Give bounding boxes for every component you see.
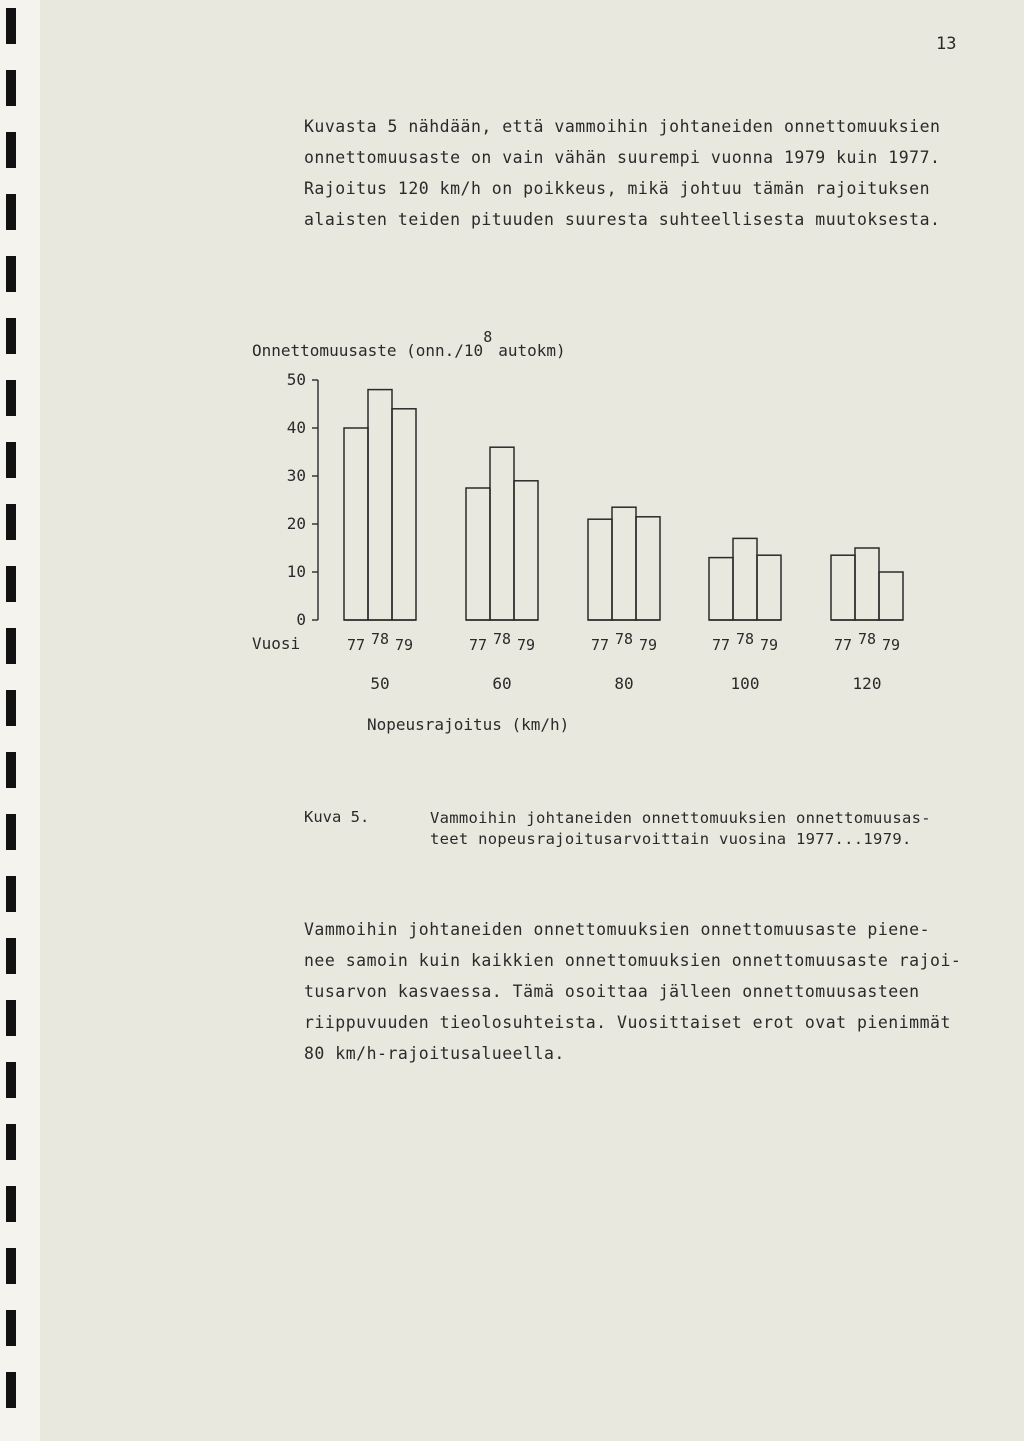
y-tick-label: 20 bbox=[286, 514, 306, 533]
binding-hole bbox=[6, 1062, 16, 1098]
speed-limit-label: 100 bbox=[730, 674, 760, 693]
binding-hole bbox=[6, 1248, 16, 1284]
year-tick-label: 77 bbox=[468, 636, 488, 654]
year-tick-label: 79 bbox=[881, 636, 901, 654]
year-tick-label: 79 bbox=[759, 636, 779, 654]
paragraph-line: Kuvasta 5 nähdään, että vammoihin johtaneiden onnettomuuksien bbox=[304, 117, 941, 136]
bar-50-78 bbox=[368, 390, 392, 620]
figure-caption bbox=[430, 808, 931, 850]
y-axis-label bbox=[252, 328, 566, 360]
page-number: 13 bbox=[936, 34, 957, 54]
year-labels-group bbox=[347, 630, 900, 654]
y-tick-label: 40 bbox=[286, 418, 306, 437]
year-tick-label: 78 bbox=[857, 630, 877, 648]
paragraph-line: Rajoitus 120 km/h on poikkeus, mikä johtuu tämän rajoituksen bbox=[304, 179, 931, 198]
bar-80-79 bbox=[636, 517, 660, 620]
binding-hole bbox=[6, 1310, 16, 1346]
year-tick-label: 79 bbox=[394, 636, 414, 654]
year-tick-label: 79 bbox=[638, 636, 658, 654]
bar-80-78 bbox=[612, 507, 636, 620]
speed-limit-label: 50 bbox=[370, 674, 390, 693]
y-axis-label-unit: autokm) bbox=[498, 341, 566, 360]
bar-100-78 bbox=[733, 538, 757, 620]
y-tick-label: 50 bbox=[286, 370, 306, 389]
year-tick-label: 78 bbox=[735, 630, 755, 648]
bars-group bbox=[344, 390, 903, 620]
x-axis-label: Nopeusrajoitus (km/h) bbox=[367, 715, 570, 734]
paragraph-line: alaisten teiden pituuden suuresta suhteellisesta muutoksesta. bbox=[304, 210, 941, 229]
speed-limit-label: 80 bbox=[614, 674, 634, 693]
bar-120-77 bbox=[831, 555, 855, 620]
conclusion-paragraph bbox=[304, 914, 961, 1069]
year-tick-label: 78 bbox=[614, 630, 634, 648]
bar-50-77 bbox=[344, 428, 368, 620]
binding-hole bbox=[6, 1124, 16, 1160]
binding-hole bbox=[6, 1186, 16, 1222]
bar-120-79 bbox=[879, 572, 903, 620]
y-tick-label: 0 bbox=[296, 610, 306, 629]
y-tick-label: 10 bbox=[286, 562, 306, 581]
speed-limit-label: 120 bbox=[852, 674, 882, 693]
paragraph-line: tusarvon kasvaessa. Tämä osoittaa jälleen onnettomuusasteen bbox=[304, 982, 920, 1001]
year-tick-label: 77 bbox=[711, 636, 731, 654]
paragraph-line: 80 km/h-rajoitusalueella. bbox=[304, 1044, 565, 1063]
paragraph-line: nee samoin kuin kaikkien onnettomuuksien onnettomuusaste rajoi- bbox=[304, 951, 962, 970]
y-axis-label-exponent: 8 bbox=[483, 328, 493, 346]
paragraph-line: Vammoihin johtaneiden onnettomuuksien onnettomuusaste piene- bbox=[304, 920, 931, 939]
speed-limit-label: 60 bbox=[492, 674, 512, 693]
paragraph-line: onnettomuusaste on vain vähän suurempi vuonna 1979 kuin 1977. bbox=[304, 148, 941, 167]
year-tick-label: 77 bbox=[590, 636, 610, 654]
year-tick-label: 77 bbox=[346, 636, 366, 654]
year-axis-label: Vuosi bbox=[252, 634, 301, 653]
year-tick-label: 79 bbox=[516, 636, 536, 654]
binding-hole bbox=[6, 1372, 16, 1408]
figure-caption-label: Kuva 5. bbox=[304, 808, 370, 826]
caption-line: Vammoihin johtaneiden onnettomuuksien onnettomuusas- bbox=[430, 809, 931, 827]
paragraph-line: riippuvuuden tieolosuhteista. Vuosittaiset erot ovat pienimmät bbox=[304, 1013, 951, 1032]
limit-labels-group bbox=[370, 674, 881, 693]
y-axis-label-main: Onnettomuusaste (onn./10 bbox=[252, 341, 484, 360]
bar-100-77 bbox=[709, 558, 733, 620]
bar-80-77 bbox=[588, 519, 612, 620]
binding-hole bbox=[6, 876, 16, 912]
bar-100-79 bbox=[757, 555, 781, 620]
year-tick-label: 77 bbox=[833, 636, 853, 654]
year-tick-label: 78 bbox=[370, 630, 390, 648]
bar-60-77 bbox=[466, 488, 490, 620]
binding-hole bbox=[6, 1000, 16, 1036]
year-tick-label: 78 bbox=[492, 630, 512, 648]
y-tick-label: 30 bbox=[286, 466, 306, 485]
bar-60-78 bbox=[490, 447, 514, 620]
caption-line: teet nopeusrajoitusarvoittain vuosina 1977...1979. bbox=[430, 830, 912, 848]
bar-60-79 bbox=[514, 481, 538, 620]
binding-hole bbox=[6, 938, 16, 974]
bar-120-78 bbox=[855, 548, 879, 620]
bar-50-79 bbox=[392, 409, 416, 620]
y-tick-group bbox=[287, 370, 318, 629]
binding-hole bbox=[6, 814, 16, 850]
